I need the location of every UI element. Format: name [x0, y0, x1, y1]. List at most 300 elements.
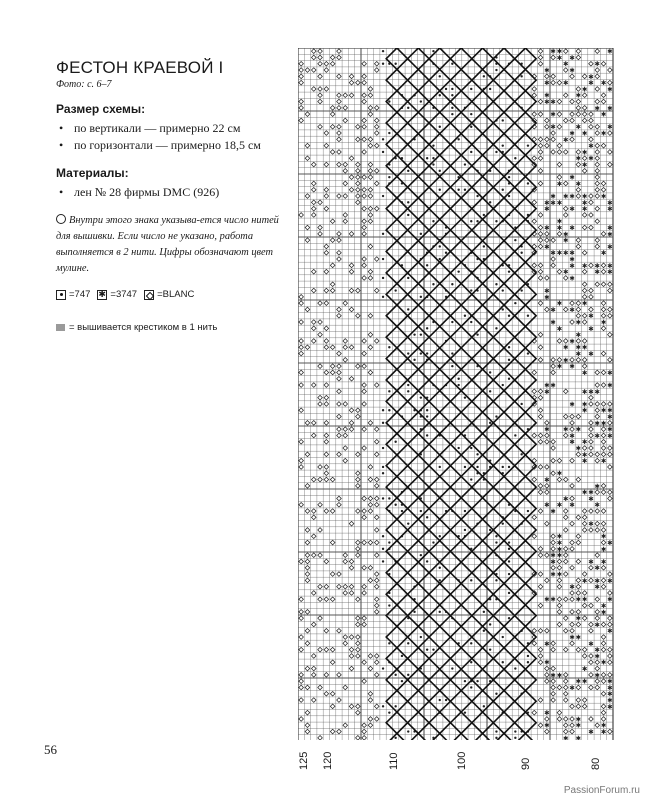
stitch-mark: ✱	[588, 728, 594, 736]
stitch-mark	[502, 466, 504, 468]
stitch-mark: ✱	[550, 571, 556, 579]
stitch-mark: ✱	[588, 73, 594, 81]
stitch-mark	[464, 680, 466, 682]
stitch-mark: ✱	[607, 231, 613, 239]
stitch-mark	[401, 680, 403, 682]
stitch-mark: ✱	[607, 678, 613, 686]
stitch-mark	[394, 674, 396, 676]
stitch-mark	[495, 730, 497, 732]
stitch-mark	[495, 220, 497, 222]
stitch-mark	[439, 245, 441, 247]
stitch-mark	[388, 176, 390, 178]
stitch-mark: ✱	[575, 615, 582, 623]
stitch-mark	[382, 472, 384, 474]
stitch-mark	[382, 447, 384, 449]
stitch-mark	[470, 447, 472, 449]
stitch-mark	[426, 648, 428, 650]
thread-note: Внутри этого знака указыва-ется число нитей для вышивки. Если число не указано, работа выполняется в 2 нити. Цифры обозначают цвет мулине.	[56, 215, 279, 274]
stitch-mark	[470, 321, 472, 323]
stitch-mark: ✱	[588, 80, 594, 88]
stitch-mark	[470, 151, 472, 153]
stitch-mark: ✱	[544, 426, 550, 434]
legend-label: =BLANC	[157, 289, 195, 300]
stitch-mark	[483, 630, 485, 632]
stitch-mark: ✱	[563, 426, 569, 434]
stitch-mark	[382, 560, 384, 562]
stitch-mark	[508, 315, 510, 317]
stitch-mark	[445, 699, 447, 701]
stitch-mark: ✱	[607, 407, 613, 415]
stitch-mark	[483, 611, 485, 613]
stitch-mark	[514, 737, 516, 739]
stitch-mark	[382, 50, 384, 52]
stitch-mark	[382, 705, 384, 707]
stitch-mark: ✱	[544, 596, 550, 604]
stitch-mark: ✱	[581, 300, 588, 308]
stitch-mark: ✱	[607, 432, 613, 440]
stitch-mark: ✱	[607, 224, 613, 232]
stitch-mark: ✱	[556, 199, 563, 207]
stitch-mark: ✱	[544, 206, 550, 214]
stitch-mark	[483, 214, 485, 216]
stitch-mark	[407, 170, 409, 172]
stitch-mark	[426, 434, 428, 436]
legend-label: =747	[69, 289, 91, 300]
stitch-mark: ✱	[575, 426, 582, 434]
stitch-mark	[495, 541, 497, 543]
stitch-mark: ✱	[600, 250, 607, 258]
stitch-mark	[382, 497, 384, 499]
stitch-mark	[420, 296, 422, 298]
stitch-mark: ✱	[575, 716, 582, 724]
stitch-mark	[382, 277, 384, 279]
stitch-mark: ✱	[575, 634, 582, 642]
stitch-mark: ✱	[600, 546, 607, 554]
stitch-mark	[426, 352, 428, 354]
stitch-mark	[426, 560, 428, 562]
stitch-mark: ✱	[588, 495, 594, 503]
stitch-mark: ✱	[575, 92, 582, 100]
stitch-mark	[470, 289, 472, 291]
stitch-mark	[420, 396, 422, 398]
stitch-mark	[508, 560, 510, 562]
stitch-mark	[451, 63, 453, 65]
stitch-mark	[457, 447, 459, 449]
stitch-mark	[388, 711, 390, 713]
stitch-mark	[502, 522, 504, 524]
stitch-mark	[502, 289, 504, 291]
pattern-title: ФЕСТОН КРАЕВОЙ I	[56, 58, 224, 77]
stitch-mark: ✱	[563, 193, 569, 201]
stitch-mark: ✱	[569, 262, 575, 270]
stitch-mark: ✱	[556, 552, 563, 560]
stitch-mark	[451, 667, 453, 669]
stitch-mark: ✱	[550, 124, 556, 132]
stitch-mark: ✱	[556, 539, 563, 547]
stitch-mark	[382, 548, 384, 550]
tick-label: 120	[322, 751, 334, 770]
stitch-mark	[508, 541, 510, 543]
stitch-mark	[502, 661, 504, 663]
stitch-mark	[495, 737, 497, 739]
stitch-mark: ✱	[594, 653, 600, 661]
stitch-mark	[407, 730, 409, 732]
list-item: • лен № 28 фирмы DMC (926)	[59, 185, 220, 199]
stitch-mark	[388, 346, 390, 348]
stitch-mark	[420, 554, 422, 556]
stitch-mark	[470, 88, 472, 90]
stitch-mark: ✱	[588, 143, 594, 151]
stitch-mark: ✱	[607, 206, 613, 214]
stitch-mark	[508, 359, 510, 361]
stitch-mark: ✱	[581, 439, 588, 447]
stitch-mark: ✱	[581, 369, 588, 377]
stitch-mark: ✱	[594, 502, 600, 510]
stitch-mark	[439, 466, 441, 468]
stitch-mark: ✱	[563, 495, 569, 503]
stitch-mark	[470, 113, 472, 115]
stitch-mark: ✱	[581, 344, 588, 352]
stitch-mark: ✱	[588, 558, 594, 566]
stitch-mark: ✱	[575, 722, 582, 730]
stitch-mark: ✱	[600, 558, 607, 566]
stitch-mark: ✱	[594, 565, 600, 573]
stitch-mark	[420, 636, 422, 638]
stitch-mark: ✱	[544, 659, 550, 667]
stitch-mark	[382, 233, 384, 235]
stitch-mark	[432, 541, 434, 543]
stitch-mark: ✱	[581, 665, 588, 673]
stitch-mark	[527, 655, 529, 657]
stitch-mark: ✱	[544, 722, 550, 730]
stitch-mark	[401, 655, 403, 657]
stitch-mark: ✱	[556, 54, 563, 62]
stitch-mark: ✱	[607, 243, 613, 251]
stitch-mark: ✱	[581, 401, 588, 409]
stitch-mark: ✱	[550, 672, 556, 680]
list-item: • по горизонтали — примерно 18,5 см	[59, 138, 261, 152]
stitch-mark	[451, 352, 453, 354]
stitch-mark	[382, 296, 384, 298]
stitch-mark	[470, 579, 472, 581]
stitch-mark: ✱	[544, 80, 550, 88]
stitch-mark: ✱	[550, 552, 556, 560]
stitch-mark: ✱	[607, 691, 613, 699]
stitch-mark	[470, 642, 472, 644]
stitch-mark	[388, 409, 390, 411]
stitch-mark: ✱	[556, 300, 563, 308]
stitch-mark	[457, 138, 459, 140]
stitch-mark: ✱	[544, 224, 550, 232]
stitch-mark	[382, 409, 384, 411]
stitch-mark: ✱	[569, 684, 575, 692]
stitch-mark: ✱	[556, 571, 563, 579]
star-symbol-icon	[97, 290, 107, 300]
tick-label: 100	[456, 751, 468, 770]
stitch-mark	[502, 189, 504, 191]
stitch-mark	[382, 258, 384, 260]
stitch-mark	[470, 661, 472, 663]
stitch-mark	[464, 510, 466, 512]
stitch-mark	[407, 277, 409, 279]
stitch-mark	[432, 220, 434, 222]
stitch-mark: ✱	[600, 659, 607, 667]
stitch-mark: ✱	[600, 458, 607, 466]
stitch-mark	[420, 100, 422, 102]
materials-list	[56, 184, 292, 201]
stitch-mark	[451, 94, 453, 96]
stitch-mark	[420, 352, 422, 354]
stitch-mark: ✱	[563, 136, 569, 144]
stitch-mark: ✱	[600, 533, 607, 541]
stitch-mark	[382, 422, 384, 424]
stitch-mark	[514, 667, 516, 669]
stitch-mark	[407, 352, 409, 354]
stitch-mark	[451, 113, 453, 115]
stitch-mark	[489, 371, 491, 373]
symbol-legend	[56, 289, 292, 300]
stitch-mark: ✱	[544, 92, 550, 100]
stitch-mark: ✱	[569, 130, 575, 138]
stitch-mark: ✱	[594, 621, 600, 629]
stitch-mark: ✱	[544, 294, 550, 302]
stitch-mark: ✱	[550, 98, 556, 106]
stitch-mark	[407, 674, 409, 676]
stitch-mark: ✱	[600, 130, 607, 138]
size-list	[56, 120, 292, 154]
stitch-mark: ✱	[588, 350, 594, 358]
stitch-mark	[495, 69, 497, 71]
stitch-mark: ✱	[563, 269, 569, 277]
stitch-mark	[426, 157, 428, 159]
stitch-mark	[489, 422, 491, 424]
stitch-mark	[470, 220, 472, 222]
stitch-mark	[388, 604, 390, 606]
stitch-mark	[457, 189, 459, 191]
stitch-mark: ✱	[594, 432, 600, 440]
stitch-mark	[527, 182, 529, 184]
stitch-mark: ✱	[556, 672, 563, 680]
stitch-mark	[457, 270, 459, 272]
stitch-mark	[508, 378, 510, 380]
stitch-mark: ✱	[607, 382, 613, 390]
stitch-mark	[439, 170, 441, 172]
stitch-mark: ✱	[556, 325, 563, 333]
stitch-mark	[489, 529, 491, 531]
stitch-mark	[394, 63, 396, 65]
stitch-mark	[520, 252, 522, 254]
stitch-mark: ✱	[607, 262, 613, 270]
stitch-mark: ✱	[588, 155, 594, 163]
stitch-mark: ✱	[600, 111, 607, 119]
stitch-mark	[439, 611, 441, 613]
stitch-mark	[502, 119, 504, 121]
stitch-mark	[502, 308, 504, 310]
stitch-mark	[439, 258, 441, 260]
stitch-mark	[495, 535, 497, 537]
stitch-mark	[464, 396, 466, 398]
stitch-mark: ✱	[556, 546, 563, 554]
stitch-mark	[489, 201, 491, 203]
stitch-mark: ✱	[556, 48, 563, 56]
stitch-mark	[495, 283, 497, 285]
stitch-mark: ✱	[544, 502, 550, 510]
stitch-mark	[382, 151, 384, 153]
stitch-mark: ✱	[607, 105, 613, 113]
stitch-mark	[495, 415, 497, 417]
tick-label: 110	[388, 752, 400, 770]
stitch-mark	[388, 642, 390, 644]
stitch-mark: ✱	[550, 306, 556, 314]
stitch-mark	[432, 283, 434, 285]
stitch-mark	[508, 466, 510, 468]
stitch-mark	[495, 693, 497, 695]
stitch-mark: ✱	[588, 325, 594, 333]
stitch-mark: ✱	[581, 149, 588, 157]
stitch-mark	[527, 661, 529, 663]
stitch-mark: ✱	[594, 420, 600, 428]
size-heading: Размер схемы:	[56, 102, 146, 116]
stitch-mark	[451, 107, 453, 109]
stitch-mark: ✱	[544, 476, 550, 484]
stitch-mark: ✱	[594, 388, 600, 396]
stitch-mark: ✱	[569, 206, 575, 214]
stitch-mark: ✱	[581, 86, 588, 94]
stitch-mark: ✱	[550, 319, 556, 327]
stitch-mark: ✱	[575, 678, 582, 686]
stitch-mark: ✱	[569, 634, 575, 642]
gray-swatch-icon	[56, 324, 65, 331]
stitch-mark: ✱	[550, 250, 556, 258]
stitch-mark: ✱	[588, 388, 594, 396]
stitch-mark	[520, 403, 522, 405]
stitch-mark: ✱	[569, 338, 575, 346]
stitch-mark: ✱	[569, 306, 575, 314]
stitch-mark: ✱	[581, 161, 588, 169]
stitch-mark: ✱	[569, 363, 575, 371]
watermark: PassionForum.ru	[563, 785, 640, 796]
stitch-mark	[432, 157, 434, 159]
stitch-mark: ✱	[550, 193, 556, 201]
circle-icon	[56, 214, 66, 224]
stitch-mark	[502, 636, 504, 638]
legend-label: =3747	[110, 289, 138, 300]
stitch-mark	[470, 478, 472, 480]
stitch-mark	[432, 50, 434, 52]
stitch-mark: ✱	[581, 193, 588, 201]
stitch-mark: ✱	[569, 224, 575, 232]
stitch-mark: ✱	[556, 533, 563, 541]
stitch-mark: ✱	[544, 388, 550, 396]
stitch-mark: ✱	[563, 735, 569, 740]
stitch-mark: ✱	[569, 174, 575, 182]
stitch-mark	[502, 144, 504, 146]
tick-label: 80	[590, 757, 602, 770]
stitch-mark: ✱	[550, 508, 556, 516]
stitch-mark: ✱	[588, 489, 594, 497]
tick-label: 125	[298, 751, 310, 770]
stitch-mark: ✱	[563, 231, 569, 239]
list-item: • по вертикали — примерно 22 см	[59, 121, 241, 135]
dot-symbol-icon	[56, 290, 66, 300]
stitch-mark	[407, 214, 409, 216]
stitch-mark	[489, 390, 491, 392]
stitch-mark	[489, 88, 491, 90]
stitch-mark	[439, 94, 441, 96]
stitch-mark: ✱	[550, 596, 556, 604]
stitch-mark	[407, 642, 409, 644]
stitch-mark	[382, 667, 384, 669]
stitch-mark	[439, 535, 441, 537]
stitch-mark: ✱	[581, 130, 588, 138]
stitch-mark	[508, 592, 510, 594]
stitch-mark: ✱	[563, 250, 569, 258]
stitch-mark: ✱	[594, 269, 600, 277]
stitch-mark: ✱	[607, 86, 613, 94]
stitch-mark: ✱	[550, 382, 556, 390]
stitch-mark: ✱	[563, 344, 569, 352]
stitch-mark	[464, 189, 466, 191]
stitch-mark	[451, 365, 453, 367]
stitch-mark	[394, 289, 396, 291]
stitch-mark: ✱	[607, 577, 613, 585]
stitch-mark: ✱	[607, 426, 613, 434]
stitch-mark	[432, 144, 434, 146]
stitch-mark	[520, 453, 522, 455]
stitch-mark: ✱	[607, 369, 613, 377]
stitch-mark: ✱	[581, 458, 588, 466]
stitch-mark	[426, 327, 428, 329]
stitch-mark: ✱	[581, 199, 588, 207]
stitch-mark: ✱	[563, 237, 569, 245]
stitch-mark: ✱	[581, 678, 588, 686]
stitch-mark	[445, 88, 447, 90]
stitch-mark: ✱	[569, 275, 575, 283]
stitch-mark: ✱	[544, 98, 550, 106]
page-number: 56	[44, 742, 57, 757]
stitch-mark	[476, 220, 478, 222]
stitch-mark	[432, 163, 434, 165]
stitch-mark	[382, 63, 384, 65]
photo-reference: Фото: с. 6–7	[56, 79, 112, 90]
stitch-mark	[439, 126, 441, 128]
stitch-mark	[464, 529, 466, 531]
stitch-mark: ✱	[575, 596, 582, 604]
stitch-mark	[394, 705, 396, 707]
stitch-mark	[394, 737, 396, 739]
stitch-mark: ✱	[588, 521, 594, 529]
stitch-mark: ✱	[594, 584, 600, 592]
stitch-mark: ✱	[594, 672, 600, 680]
stitch-mark: ✱	[575, 124, 582, 132]
stitch-mark: ✱	[569, 67, 575, 75]
stitch-mark: ✱	[544, 640, 550, 648]
stitch-mark: ✱	[563, 357, 569, 365]
stitch-mark	[514, 157, 516, 159]
stitch-mark: ✱	[581, 388, 588, 396]
stitch-mark: ✱	[575, 445, 582, 453]
stitch-mark: ✱	[594, 647, 600, 655]
stitch-mark	[451, 88, 453, 90]
stitch-mark: ✱	[556, 363, 563, 371]
stitch-mark	[508, 573, 510, 575]
stitch-mark: ✱	[607, 628, 613, 636]
stitch-mark	[388, 390, 390, 392]
stitch-mark	[426, 409, 428, 411]
stitch-mark: ✱	[569, 502, 575, 510]
stitch-mark: ✱	[600, 319, 607, 327]
stitch-mark: ✱	[581, 577, 588, 585]
